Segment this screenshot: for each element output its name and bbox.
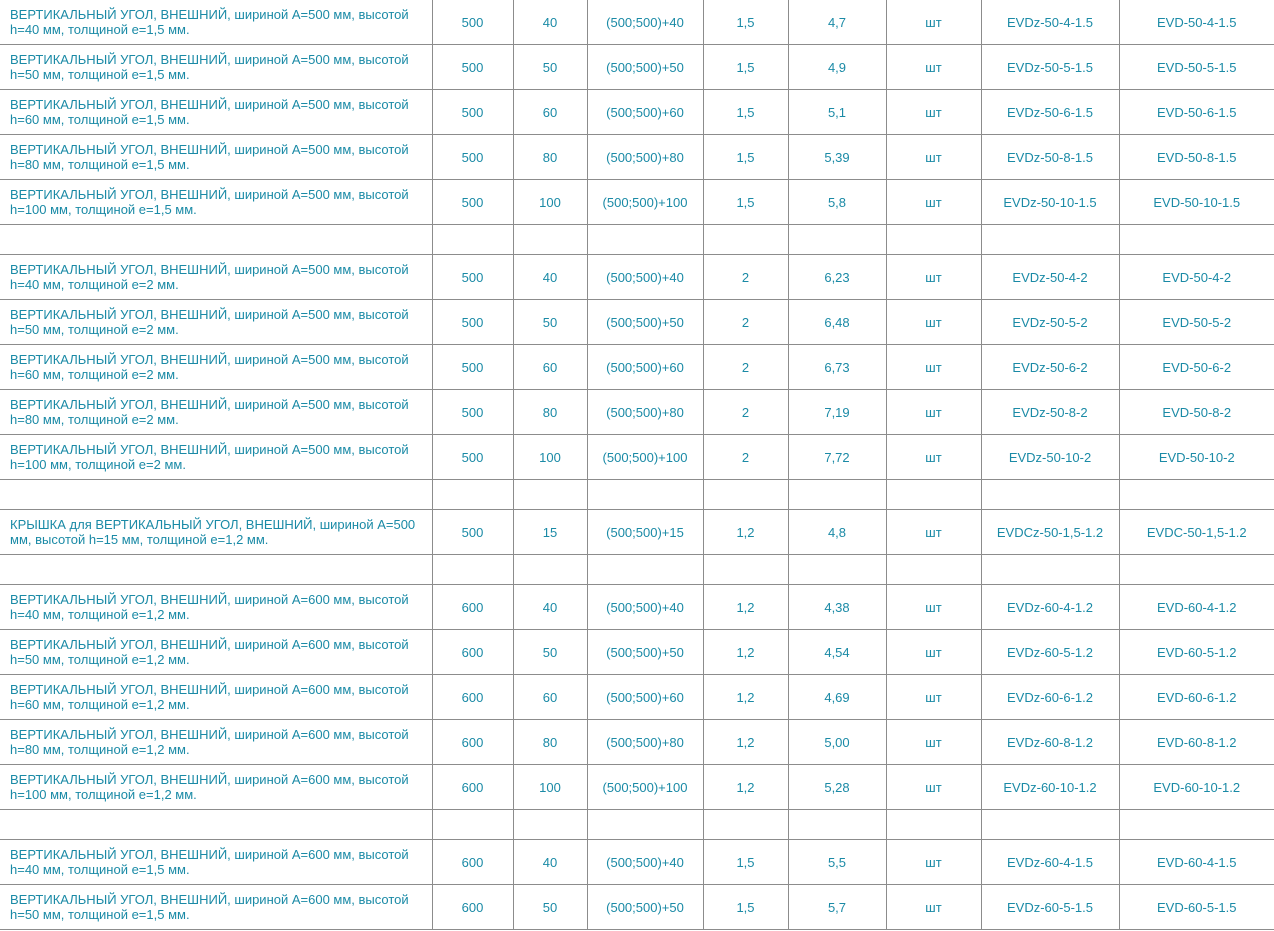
article-code-cell: EVD-50-5-1.5 [1119,45,1274,90]
unit-cell: шт [886,180,981,225]
article-code-z-cell: EVDz-60-10-1.2 [981,765,1119,810]
empty-cell [587,480,703,510]
empty-cell [432,225,513,255]
size-cell: (500;500)+100 [587,435,703,480]
table-row [0,345,1274,390]
size-cell: (500;500)+60 [587,675,703,720]
article-code-cell: EVD-50-5-2 [1119,300,1274,345]
width-cell: 600 [432,840,513,885]
weight-cell: 6,73 [788,345,886,390]
size-cell: (500;500)+40 [587,585,703,630]
article-code-z-cell: EVDz-50-4-2 [981,255,1119,300]
unit-cell: шт [886,885,981,930]
empty-cell [0,810,432,840]
product-description-cell: ВЕРТИКАЛЬНЫЙ УГОЛ, ВНЕШНИЙ, шириной А=600 мм, высотой h=50 мм, толщиной е=1,5 мм. [0,885,432,930]
width-cell: 600 [432,765,513,810]
empty-cell [1119,810,1274,840]
article-code-cell: EVD-60-5-1.2 [1119,630,1274,675]
table-row [0,135,1274,180]
empty-cell [788,810,886,840]
product-description-cell: ВЕРТИКАЛЬНЫЙ УГОЛ, ВНЕШНИЙ, шириной А=600 мм, высотой h=40 мм, толщиной е=1,2 мм. [0,585,432,630]
table-row [0,585,1274,630]
product-description-cell: ВЕРТИКАЛЬНЫЙ УГОЛ, ВНЕШНИЙ, шириной А=600 мм, высотой h=40 мм, толщиной е=1,5 мм. [0,840,432,885]
width-cell: 500 [432,0,513,45]
article-code-cell: EVD-50-8-1.5 [1119,135,1274,180]
weight-cell: 5,39 [788,135,886,180]
height-cell: 60 [513,90,587,135]
empty-cell [703,225,788,255]
size-cell: (500;500)+50 [587,300,703,345]
article-code-z-cell: EVDz-50-6-1.5 [981,90,1119,135]
height-cell: 40 [513,255,587,300]
empty-cell [513,810,587,840]
weight-cell: 5,00 [788,720,886,765]
product-description-cell: ВЕРТИКАЛЬНЫЙ УГОЛ, ВНЕШНИЙ, шириной А=500 мм, высотой h=40 мм, толщиной е=2 мм. [0,255,432,300]
width-cell: 600 [432,885,513,930]
article-code-cell: EVD-50-6-1.5 [1119,90,1274,135]
width-cell: 500 [432,90,513,135]
height-cell: 50 [513,885,587,930]
table-spacer-row [0,480,1274,510]
product-description-cell: ВЕРТИКАЛЬНЫЙ УГОЛ, ВНЕШНИЙ, шириной А=500 мм, высотой h=80 мм, толщиной е=1,5 мм. [0,135,432,180]
size-cell: (500;500)+40 [587,0,703,45]
size-cell: (500;500)+50 [587,45,703,90]
size-cell: (500;500)+60 [587,345,703,390]
unit-cell: шт [886,720,981,765]
product-description-cell: ВЕРТИКАЛЬНЫЙ УГОЛ, ВНЕШНИЙ, шириной А=600 мм, высотой h=80 мм, толщиной е=1,2 мм. [0,720,432,765]
article-code-z-cell: EVDz-50-10-2 [981,435,1119,480]
unit-cell: шт [886,0,981,45]
table-row [0,765,1274,810]
thickness-cell: 1,5 [703,885,788,930]
empty-cell [981,480,1119,510]
weight-cell: 5,28 [788,765,886,810]
article-code-z-cell: EVDz-60-4-1.2 [981,585,1119,630]
size-cell: (500;500)+40 [587,255,703,300]
product-description-cell: КРЫШКА для ВЕРТИКАЛЬНЫЙ УГОЛ, ВНЕШНИЙ, шириной А=500 мм, высотой h=15 мм, толщиной е=1,2 мм. [0,510,432,555]
unit-cell: шт [886,435,981,480]
weight-cell: 5,8 [788,180,886,225]
product-description-cell: ВЕРТИКАЛЬНЫЙ УГОЛ, ВНЕШНИЙ, шириной А=500 мм, высотой h=80 мм, толщиной е=2 мм. [0,390,432,435]
article-code-z-cell: EVDz-60-8-1.2 [981,720,1119,765]
table-row [0,630,1274,675]
table-row [0,390,1274,435]
height-cell: 40 [513,585,587,630]
unit-cell: шт [886,585,981,630]
unit-cell: шт [886,345,981,390]
product-description-cell: ВЕРТИКАЛЬНЫЙ УГОЛ, ВНЕШНИЙ, шириной А=600 мм, высотой h=100 мм, толщиной е=1,2 мм. [0,765,432,810]
article-code-cell: EVD-50-10-1.5 [1119,180,1274,225]
empty-cell [703,480,788,510]
table-row [0,180,1274,225]
height-cell: 50 [513,45,587,90]
table-row [0,720,1274,765]
thickness-cell: 1,5 [703,90,788,135]
width-cell: 500 [432,45,513,90]
article-code-cell: EVD-50-6-2 [1119,345,1274,390]
article-code-cell: EVD-60-10-1.2 [1119,765,1274,810]
product-description-cell: ВЕРТИКАЛЬНЫЙ УГОЛ, ВНЕШНИЙ, шириной А=500 мм, высотой h=100 мм, толщиной е=1,5 мм. [0,180,432,225]
unit-cell: шт [886,765,981,810]
unit-cell: шт [886,630,981,675]
empty-cell [432,555,513,585]
thickness-cell: 1,2 [703,630,788,675]
table-row [0,675,1274,720]
weight-cell: 7,19 [788,390,886,435]
article-code-cell: EVD-60-6-1.2 [1119,675,1274,720]
article-code-z-cell: EVDz-50-10-1.5 [981,180,1119,225]
empty-cell [981,555,1119,585]
article-code-cell: EVD-50-4-1.5 [1119,0,1274,45]
height-cell: 15 [513,510,587,555]
empty-cell [886,555,981,585]
table-spacer-row [0,810,1274,840]
unit-cell: шт [886,510,981,555]
width-cell: 600 [432,630,513,675]
empty-cell [886,480,981,510]
article-code-z-cell: EVDz-50-5-1.5 [981,45,1119,90]
empty-cell [788,225,886,255]
empty-cell [0,480,432,510]
size-cell: (500;500)+50 [587,630,703,675]
table-row [0,840,1274,885]
unit-cell: шт [886,90,981,135]
thickness-cell: 1,5 [703,180,788,225]
height-cell: 100 [513,765,587,810]
product-description-cell: ВЕРТИКАЛЬНЫЙ УГОЛ, ВНЕШНИЙ, шириной А=500 мм, высотой h=50 мм, толщиной е=1,5 мм. [0,45,432,90]
product-description-cell: ВЕРТИКАЛЬНЫЙ УГОЛ, ВНЕШНИЙ, шириной А=600 мм, высотой h=50 мм, толщиной е=1,2 мм. [0,630,432,675]
size-cell: (500;500)+80 [587,390,703,435]
weight-cell: 4,8 [788,510,886,555]
article-code-z-cell: EVDz-50-8-2 [981,390,1119,435]
product-description-cell: ВЕРТИКАЛЬНЫЙ УГОЛ, ВНЕШНИЙ, шириной А=500 мм, высотой h=60 мм, толщиной е=1,5 мм. [0,90,432,135]
thickness-cell: 1,2 [703,675,788,720]
table-row [0,90,1274,135]
height-cell: 80 [513,135,587,180]
thickness-cell: 1,2 [703,510,788,555]
height-cell: 100 [513,435,587,480]
width-cell: 500 [432,390,513,435]
weight-cell: 4,7 [788,0,886,45]
thickness-cell: 1,5 [703,45,788,90]
width-cell: 600 [432,585,513,630]
table-row [0,255,1274,300]
unit-cell: шт [886,45,981,90]
unit-cell: шт [886,840,981,885]
size-cell: (500;500)+50 [587,885,703,930]
weight-cell: 4,38 [788,585,886,630]
empty-cell [1119,555,1274,585]
thickness-cell: 1,2 [703,585,788,630]
table-row [0,885,1274,930]
empty-cell [886,810,981,840]
empty-cell [513,555,587,585]
weight-cell: 5,5 [788,840,886,885]
empty-cell [981,225,1119,255]
width-cell: 500 [432,510,513,555]
size-cell: (500;500)+80 [587,720,703,765]
size-cell: (500;500)+100 [587,765,703,810]
article-code-z-cell: EVDz-50-8-1.5 [981,135,1119,180]
empty-cell [587,555,703,585]
width-cell: 500 [432,435,513,480]
empty-cell [703,555,788,585]
size-cell: (500;500)+15 [587,510,703,555]
article-code-z-cell: EVDz-60-6-1.2 [981,675,1119,720]
weight-cell: 5,7 [788,885,886,930]
thickness-cell: 1,2 [703,720,788,765]
article-code-cell: EVD-60-8-1.2 [1119,720,1274,765]
article-code-z-cell: EVDz-60-4-1.5 [981,840,1119,885]
product-description-cell: ВЕРТИКАЛЬНЫЙ УГОЛ, ВНЕШНИЙ, шириной А=500 мм, высотой h=60 мм, толщиной е=2 мм. [0,345,432,390]
height-cell: 50 [513,630,587,675]
empty-cell [587,810,703,840]
article-code-cell: EVD-60-5-1.5 [1119,885,1274,930]
product-description-cell: ВЕРТИКАЛЬНЫЙ УГОЛ, ВНЕШНИЙ, шириной А=500 мм, высотой h=50 мм, толщиной е=2 мм. [0,300,432,345]
article-code-cell: EVD-50-4-2 [1119,255,1274,300]
unit-cell: шт [886,135,981,180]
height-cell: 100 [513,180,587,225]
empty-cell [703,810,788,840]
article-code-z-cell: EVDz-50-6-2 [981,345,1119,390]
unit-cell: шт [886,255,981,300]
height-cell: 40 [513,840,587,885]
article-code-cell: EVD-60-4-1.2 [1119,585,1274,630]
size-cell: (500;500)+60 [587,90,703,135]
table-row [0,435,1274,480]
article-code-cell: EVD-60-4-1.5 [1119,840,1274,885]
width-cell: 600 [432,720,513,765]
weight-cell: 6,48 [788,300,886,345]
empty-cell [513,480,587,510]
table-row [0,510,1274,555]
weight-cell: 4,69 [788,675,886,720]
unit-cell: шт [886,300,981,345]
weight-cell: 6,23 [788,255,886,300]
unit-cell: шт [886,675,981,720]
unit-cell: шт [886,390,981,435]
empty-cell [788,480,886,510]
height-cell: 60 [513,675,587,720]
article-code-cell: EVD-50-8-2 [1119,390,1274,435]
height-cell: 60 [513,345,587,390]
article-code-z-cell: EVDz-50-5-2 [981,300,1119,345]
article-code-z-cell: EVDz-60-5-1.5 [981,885,1119,930]
empty-cell [1119,480,1274,510]
width-cell: 500 [432,180,513,225]
height-cell: 80 [513,390,587,435]
weight-cell: 7,72 [788,435,886,480]
article-code-cell: EVD-50-10-2 [1119,435,1274,480]
table-row [0,45,1274,90]
width-cell: 600 [432,675,513,720]
table-row [0,300,1274,345]
table-row [0,0,1274,45]
empty-cell [513,225,587,255]
empty-cell [0,225,432,255]
thickness-cell: 2 [703,300,788,345]
height-cell: 80 [513,720,587,765]
product-description-cell: ВЕРТИКАЛЬНЫЙ УГОЛ, ВНЕШНИЙ, шириной А=600 мм, высотой h=60 мм, толщиной е=1,2 мм. [0,675,432,720]
thickness-cell: 2 [703,255,788,300]
height-cell: 50 [513,300,587,345]
thickness-cell: 2 [703,435,788,480]
empty-cell [0,555,432,585]
thickness-cell: 1,5 [703,135,788,180]
width-cell: 500 [432,300,513,345]
thickness-cell: 1,5 [703,0,788,45]
weight-cell: 4,9 [788,45,886,90]
height-cell: 40 [513,0,587,45]
empty-cell [788,555,886,585]
size-cell: (500;500)+80 [587,135,703,180]
product-description-cell: ВЕРТИКАЛЬНЫЙ УГОЛ, ВНЕШНИЙ, шириной А=500 мм, высотой h=100 мм, толщиной е=2 мм. [0,435,432,480]
thickness-cell: 1,5 [703,840,788,885]
empty-cell [1119,225,1274,255]
article-code-z-cell: EVDCz-50-1,5-1.2 [981,510,1119,555]
table-spacer-row [0,555,1274,585]
empty-cell [981,810,1119,840]
article-code-cell: EVDC-50-1,5-1.2 [1119,510,1274,555]
thickness-cell: 1,2 [703,765,788,810]
width-cell: 500 [432,345,513,390]
table-spacer-row [0,225,1274,255]
empty-cell [587,225,703,255]
thickness-cell: 2 [703,390,788,435]
width-cell: 500 [432,135,513,180]
size-cell: (500;500)+100 [587,180,703,225]
empty-cell [432,810,513,840]
weight-cell: 4,54 [788,630,886,675]
size-cell: (500;500)+40 [587,840,703,885]
empty-cell [432,480,513,510]
thickness-cell: 2 [703,345,788,390]
article-code-z-cell: EVDz-50-4-1.5 [981,0,1119,45]
article-code-z-cell: EVDz-60-5-1.2 [981,630,1119,675]
empty-cell [886,225,981,255]
weight-cell: 5,1 [788,90,886,135]
product-description-cell: ВЕРТИКАЛЬНЫЙ УГОЛ, ВНЕШНИЙ, шириной А=500 мм, высотой h=40 мм, толщиной е=1,5 мм. [0,0,432,45]
width-cell: 500 [432,255,513,300]
